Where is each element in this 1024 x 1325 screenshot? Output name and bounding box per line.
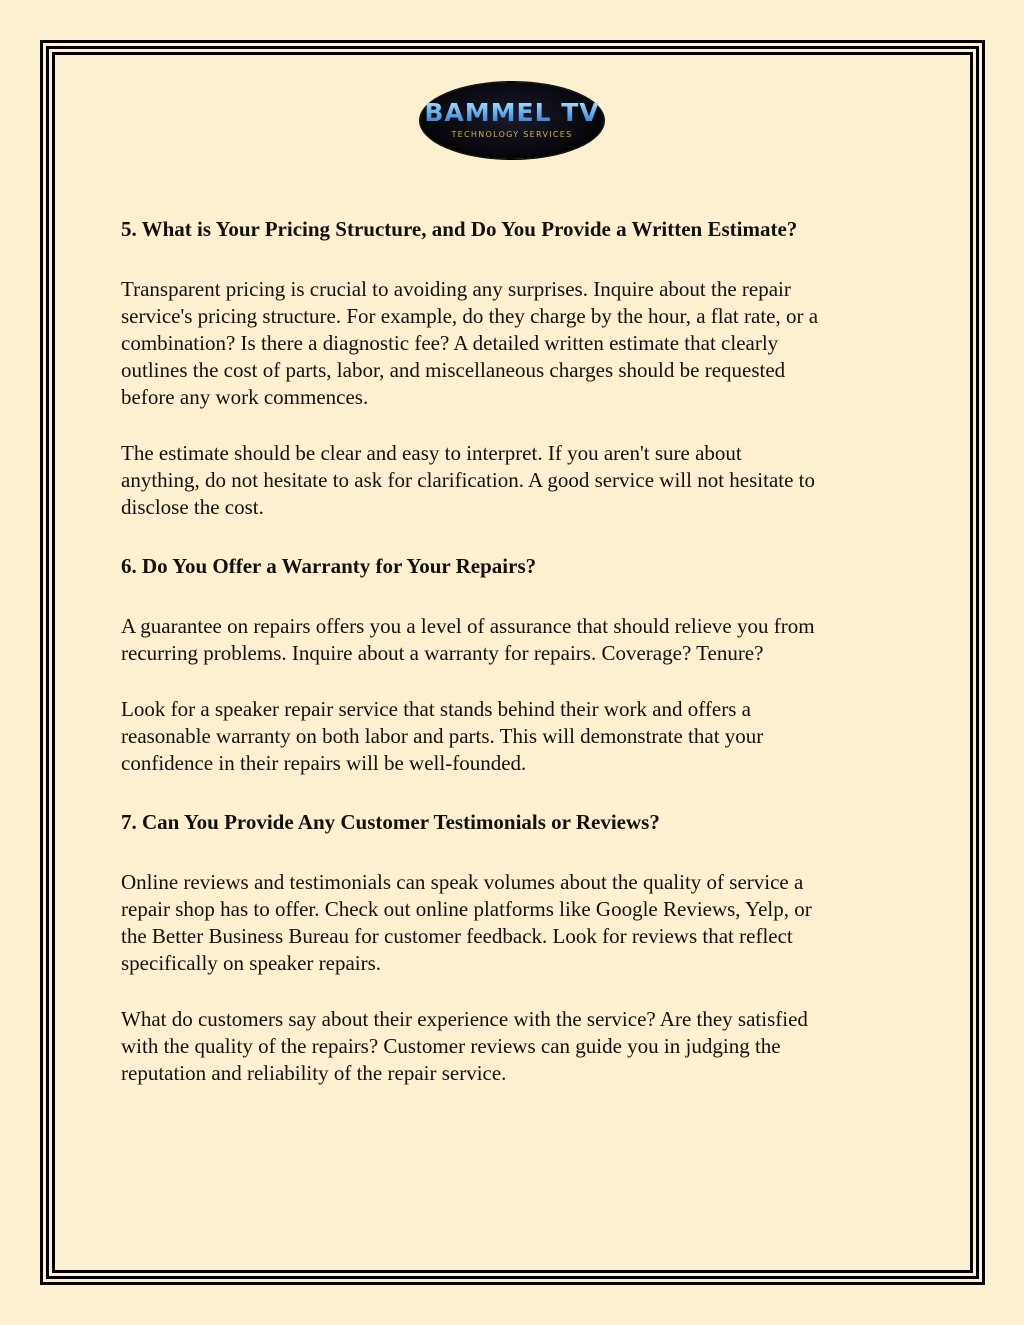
paragraph: Transparent pricing is crucial to avoiding any surprises. Inquire about the repair service's pricing structure. For example, do they charge by the hour, a flat rate, or a combination? Is there a diagnostic fee? A detailed written estimate that clearly outlines the cost of parts, labor, and miscellaneous charges should be requested before any work commences.	[121, 277, 819, 409]
logo-sub-text: TECHNOLOGY SERVICES	[451, 130, 573, 139]
bammel-tv-logo	[420, 82, 604, 159]
logo-main-text: BAMMEL TV	[420, 99, 604, 127]
section-heading: 5. What is Your Pricing Structure, and Do You Provide a Written Estimate?	[121, 217, 798, 241]
paragraph: A guarantee on repairs offers you a level of assurance that should relieve you from recurring problems. Inquire about a warranty for repairs. Coverage? Tenure?	[121, 614, 815, 665]
section-reviews	[121, 806, 921, 1087]
section-warranty	[121, 550, 921, 777]
article-content	[121, 213, 921, 1087]
paragraph: Look for a speaker repair service that stands behind their work and offers a reasonable warranty on both labor and parts. This will demonstrate that your confidence in their repairs will be well-founded.	[121, 697, 764, 775]
section-heading: 7. Can You Provide Any Customer Testimonials or Reviews?	[121, 810, 660, 834]
section-pricing	[121, 213, 921, 521]
section-heading: 6. Do You Offer a Warranty for Your Repairs?	[121, 554, 537, 578]
paragraph: Online reviews and testimonials can speak volumes about the quality of service a repair shop has to offer. Check out online platforms like Google Reviews, Yelp, or the Better Business Bureau for customer feedback. Look for reviews that reflect specifically on speaker repairs.	[121, 870, 812, 975]
paragraph: The estimate should be clear and easy to interpret. If you aren't sure about anything, do not hesitate to ask for clarification. A good service will not hesitate to disclose the cost.	[121, 441, 816, 519]
paragraph: What do customers say about their experience with the service? Are they satisfied with the quality of the repairs? Customer reviews can guide you in judging the reputation and reliability of the repair service.	[121, 1007, 808, 1085]
